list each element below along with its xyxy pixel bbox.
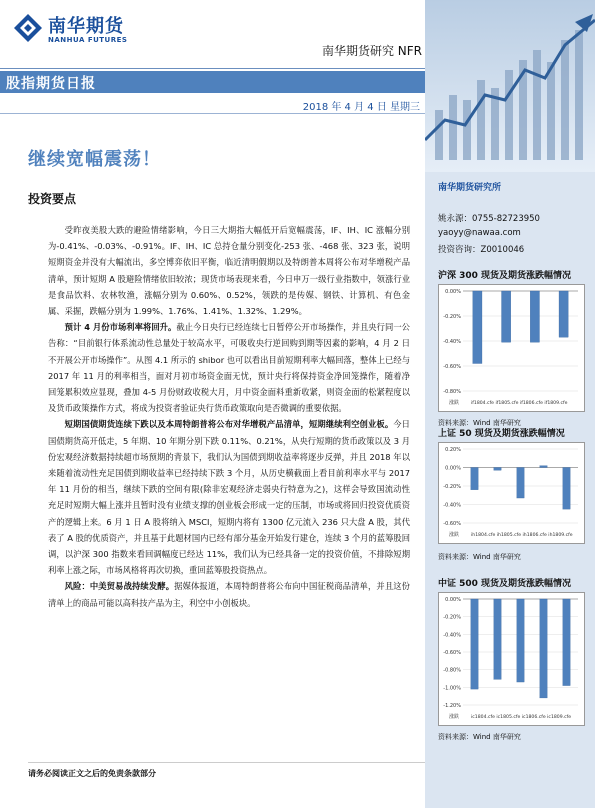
page-title: 继续宽幅震荡！ bbox=[28, 149, 161, 170]
y-tick-label: -1.00% bbox=[443, 685, 461, 692]
chart-1-source: 资料来源：Wind 南华研究 bbox=[438, 419, 521, 427]
analyst-email[interactable]: yaoyy@nawaa.com bbox=[438, 228, 521, 238]
paragraph-3: 短期国债期货连续下跌以及本周特朗普将公布对华增税产品清单，短期继续利空创业板。今日国债期货高开低走，5 年期、10 年期分别下跌 0.11%、0.21%，从央行短期的货币政策以及 3 月份宏观经济数据持续超市场预期的背景下，我们认为国债到期收益率将逐步反弹，并且 2018 年以来随着流动性充足国债到期收益率已经持续下跌 3 个月，从历史横截面上看目前利率水平与 2017 年 11 月份的相当，继续下跌的空间有限(除非宏观经济走弱央行特意为之)，这样会导致国流动性充足时短期大幅上涨并且暂时没有业绩支撑的创业板会形成一定的压制，市场或将回归投资优质资产的逻辑上来。6 月 1 日 A 股将纳入 MSCI，短期内将有 1300 亿元流入 236 只大盘 A 股，其代表了 A 股的优质资产，并且基于此题材国内已经有部分基金开始发行建仓，连续 3 个月的蓝筹股回调，以沪深 300 指数来看回调幅度已经达 11%，我们认为已经具备一定的投资价值，不排除短期利率上涨之际，市场风格将再次切换，重回蓝筹股投资热点。 bbox=[48, 419, 410, 576]
y-tick-label: -0.20% bbox=[443, 314, 461, 320]
y-tick-label: 0.20% bbox=[445, 447, 461, 453]
legend-label: 涨跌 bbox=[449, 714, 460, 720]
chart-bar bbox=[540, 466, 547, 468]
chart-1-title: 沪深 300 现货及期货涨跌幅情况 bbox=[438, 271, 572, 281]
y-tick-label: 0.00% bbox=[445, 597, 461, 603]
chart-2-source: 资料来源：Wind 南华研究 bbox=[438, 553, 521, 561]
license-number: 投资咨询：Z0010046 bbox=[438, 245, 525, 255]
paragraph-2: 预计 4 月份市场利率将回升。截止今日央行已经连续七日暂停公开市场操作，并且央行同一公告称：“目前银行体系流动性总量处于较高水平，可吸收央行逆回购到期等因素的影响，4 月 2 日不开展公开市场操作”。从图 4.1 所示的 shibor 也可以看出目前短期利率大幅回落，整体上已经与 2017 年 11 月的利率相当，面对月初市场资金面无忧，预计央行将保持资金净回笼操作，随着净回笼累积效应显现，叠加 4-5 月份财政收税大月，月中资金面料重新收紧，则资金面的松紧程度以及货币政策操作方式，将成为投资者验证央行货币政策取向是否微调的重要依据。 bbox=[48, 322, 410, 414]
y-tick-label: -0.40% bbox=[443, 502, 461, 509]
y-tick-label: 0.00% bbox=[445, 289, 461, 295]
chart-bar bbox=[563, 468, 570, 510]
chart-zz500 bbox=[438, 592, 585, 726]
chart-bar bbox=[517, 599, 524, 682]
chart-bar bbox=[494, 468, 501, 471]
x-tick-labels: ic1804.cfe ic1805.cfe ic1806.cfe ic1809.cfe bbox=[471, 715, 572, 720]
report-date: 2018 年 4 月 4 日 星期三 bbox=[302, 102, 420, 113]
disclaimer-note: 请务必阅读正文之后的免责条款部分 bbox=[28, 769, 156, 778]
report-type-title: 股指期货日报 bbox=[6, 76, 96, 92]
paragraph-1: 受昨夜美股大跌的避险情绪影响，今日三大期指大幅低开后宽幅震荡，IF、IH、IC 涨幅分别为-0.41%、-0.03%、-0.91%。IF、IH、IC 总持仓量分别变化-253 张、-468 张、323 张，说明短期资金并没有大幅流出，多空博弈依旧平衡，临近清明假期以及特朗普本周将公布对华增税产品清单，预计短期 A 股避险情绪依旧较浓；现货市场表现来看，今日申万一级行业指数中，领涨行业是食品饮料、农林牧渔，涨幅分别为 0.60%、0.52%，领跌的是传媒、钢铁、计算机、有色金属、采掘，跌幅分别为 1.99%、1.76%、1.41%、1.32%、1.29%。 bbox=[48, 225, 410, 317]
y-tick-label: -0.20% bbox=[443, 484, 461, 490]
header-divider bbox=[0, 68, 425, 69]
y-tick-label: -0.40% bbox=[443, 339, 461, 345]
y-tick-label: -1.20% bbox=[443, 703, 461, 709]
y-tick-label: -0.60% bbox=[443, 364, 461, 370]
footer-divider bbox=[28, 762, 428, 763]
y-tick-label: -0.40% bbox=[443, 632, 461, 639]
y-tick-label: 0.00% bbox=[445, 465, 461, 472]
chart-bar bbox=[471, 599, 478, 689]
chart-sz50 bbox=[438, 442, 585, 544]
stock-chart-photo-icon bbox=[425, 0, 595, 172]
y-tick-label: -0.80% bbox=[443, 389, 461, 395]
analyst-contact: 姚永源：0755-82723950 bbox=[438, 214, 540, 224]
nanhua-logo-icon bbox=[12, 12, 44, 44]
x-tick-labels: if1804.cfe if1805.cfe if1806.cfe if1809.cfe bbox=[471, 401, 568, 406]
y-tick-label: -0.20% bbox=[443, 614, 461, 621]
chart-2-title: 上证 50 现货及期货涨跌幅情况 bbox=[438, 429, 565, 439]
research-institute: 南华期货研究所 bbox=[438, 183, 502, 193]
chart-bar bbox=[473, 291, 482, 364]
y-tick-label: -0.60% bbox=[443, 521, 461, 527]
date-divider bbox=[0, 113, 425, 114]
chart-bar bbox=[530, 291, 539, 342]
y-tick-label: -0.80% bbox=[443, 667, 461, 674]
x-tick-labels: ih1804.cfe ih1805.cfe ih1806.cfe ih1809.cfe bbox=[471, 533, 573, 538]
chart-bar bbox=[540, 599, 547, 698]
article-body bbox=[48, 222, 410, 611]
legend-label: 涨跌 bbox=[449, 400, 460, 406]
paragraph-4: 风险：中美贸易战持续发酵。据媒体报道，本周特朗普将公布向中国征税商品清单，并且这份清单上的商品可能以高科技产品为主，利空中小创板块。 bbox=[48, 581, 410, 608]
chart-3-source: 资料来源：Wind 南华研究 bbox=[438, 733, 521, 741]
chart-bar bbox=[471, 468, 478, 490]
chart-bar bbox=[494, 599, 501, 679]
research-title: 南华期货研究 NFR bbox=[321, 44, 422, 58]
y-tick-label: -0.60% bbox=[443, 650, 461, 656]
chart-hs300 bbox=[438, 284, 585, 412]
chart-3-title: 中证 500 现货及期货涨跌幅情况 bbox=[438, 579, 572, 589]
chart-bar bbox=[563, 599, 570, 686]
section-heading: 投资要点 bbox=[28, 192, 77, 206]
chart-bar bbox=[502, 291, 511, 342]
logo-chinese-name: 南华期货 bbox=[48, 16, 124, 37]
legend-label: 涨跌 bbox=[449, 532, 460, 538]
logo-english-name: NANHUA FUTURES bbox=[48, 36, 128, 44]
chart-bar bbox=[517, 468, 524, 499]
chart-bar bbox=[559, 291, 568, 337]
